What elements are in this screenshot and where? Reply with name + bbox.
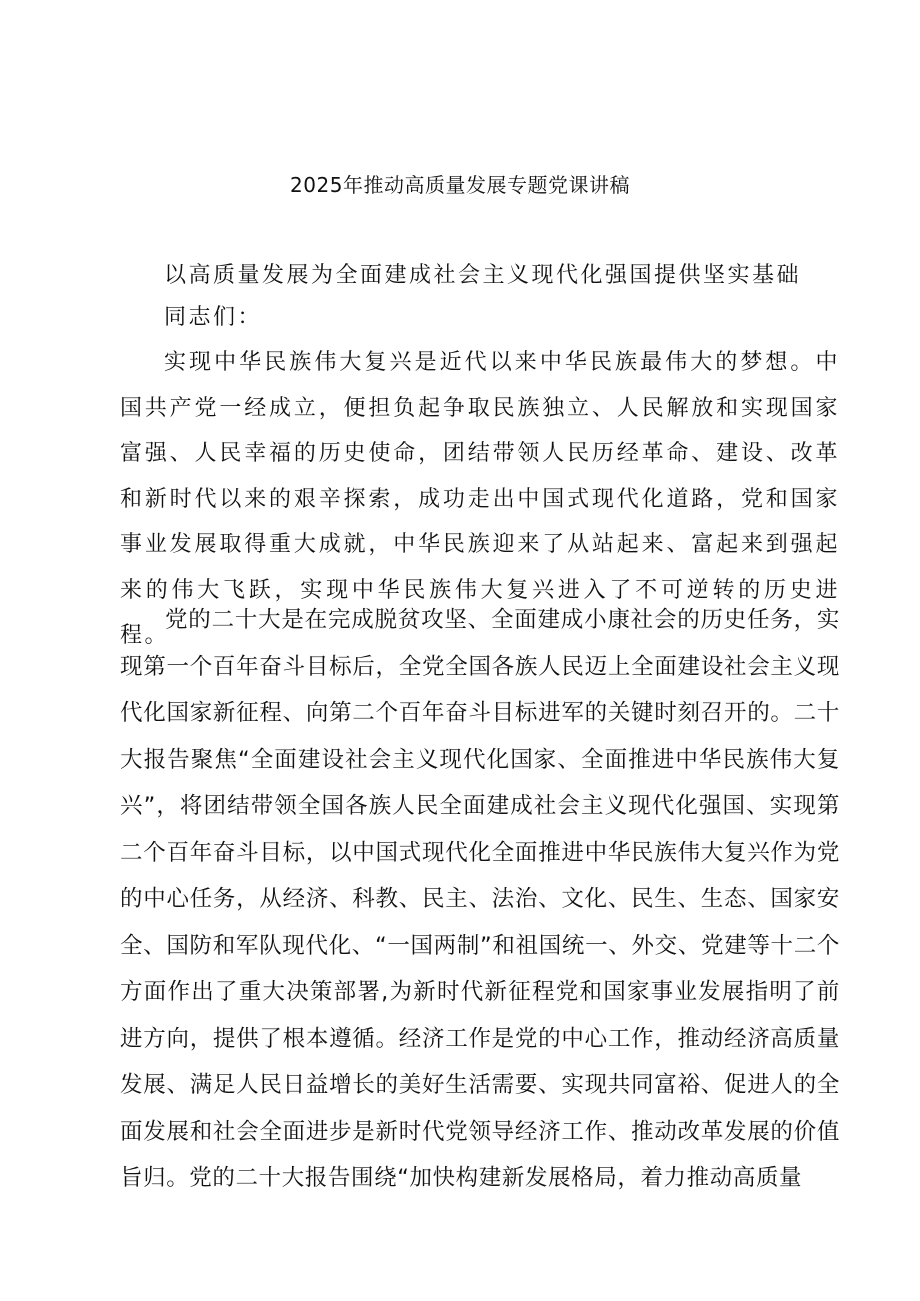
document-title: 2025年推动高质量发展专题党课讲稿 <box>290 173 630 197</box>
body-paragraph-2: 党的二十大是在完成脱贫攻坚、全面建成小康社会的历史任务，实现第一个百年奋斗目标后，全党全国各族人民迈上全面建设社会主义现代化国家新征程、向第二个百年奋斗目标进军的关键时刻召开的。二十大报告聚焦“全面建设社会主义现代化国家、全面推进中华民族伟大复兴”，将团结带领全国各族人民全面建成社会主义现代化强国、实现第二个百年奋斗目标，以中国式现代化全面推进中华民族伟大复兴作为党的中心任务，从经济、科教、民主、法治、文化、民生、生态、国家安全、国防和军队现代化、“一国两制”和祖国统一、外交、党建等十二个方面作出了重大决策部署,为新时代新征程党和国家事业发展指明了前进方向，提供了根本遵循。经济工作是党的中心工作，推动经济高质量发展、满足人民日益增长的美好生活需要、实现共同富裕、促进人的全面发展和社会全面进步是新时代党领导经济工作、推动改革发展的价值旨归。党的二十大报告围绕“加快构建新发展格局，着力推动高质量 <box>120 607 840 1191</box>
salutation: 同志们： <box>164 305 263 330</box>
document-subtitle: 以高质量发展为全面建成社会主义现代化强国提供坚实基础 <box>164 263 802 288</box>
body-paragraph-1: 实现中华民族伟大复兴是近代以来中华民族最伟大的梦想。中国共产党一经成立，便担负起争取民族独立、人民解放和实现国家富强、人民幸福的历史使命，团结带领人民历经革命、建设、改革和新时代以来的艰辛探索，成功走出中国式现代化道路，党和国家事业发展取得重大成就，中华民族迎来了从站起来、富起来到强起来的伟大飞跃，实现中华民族伟大复兴进入了不可逆转的历史进程。 <box>120 350 840 648</box>
